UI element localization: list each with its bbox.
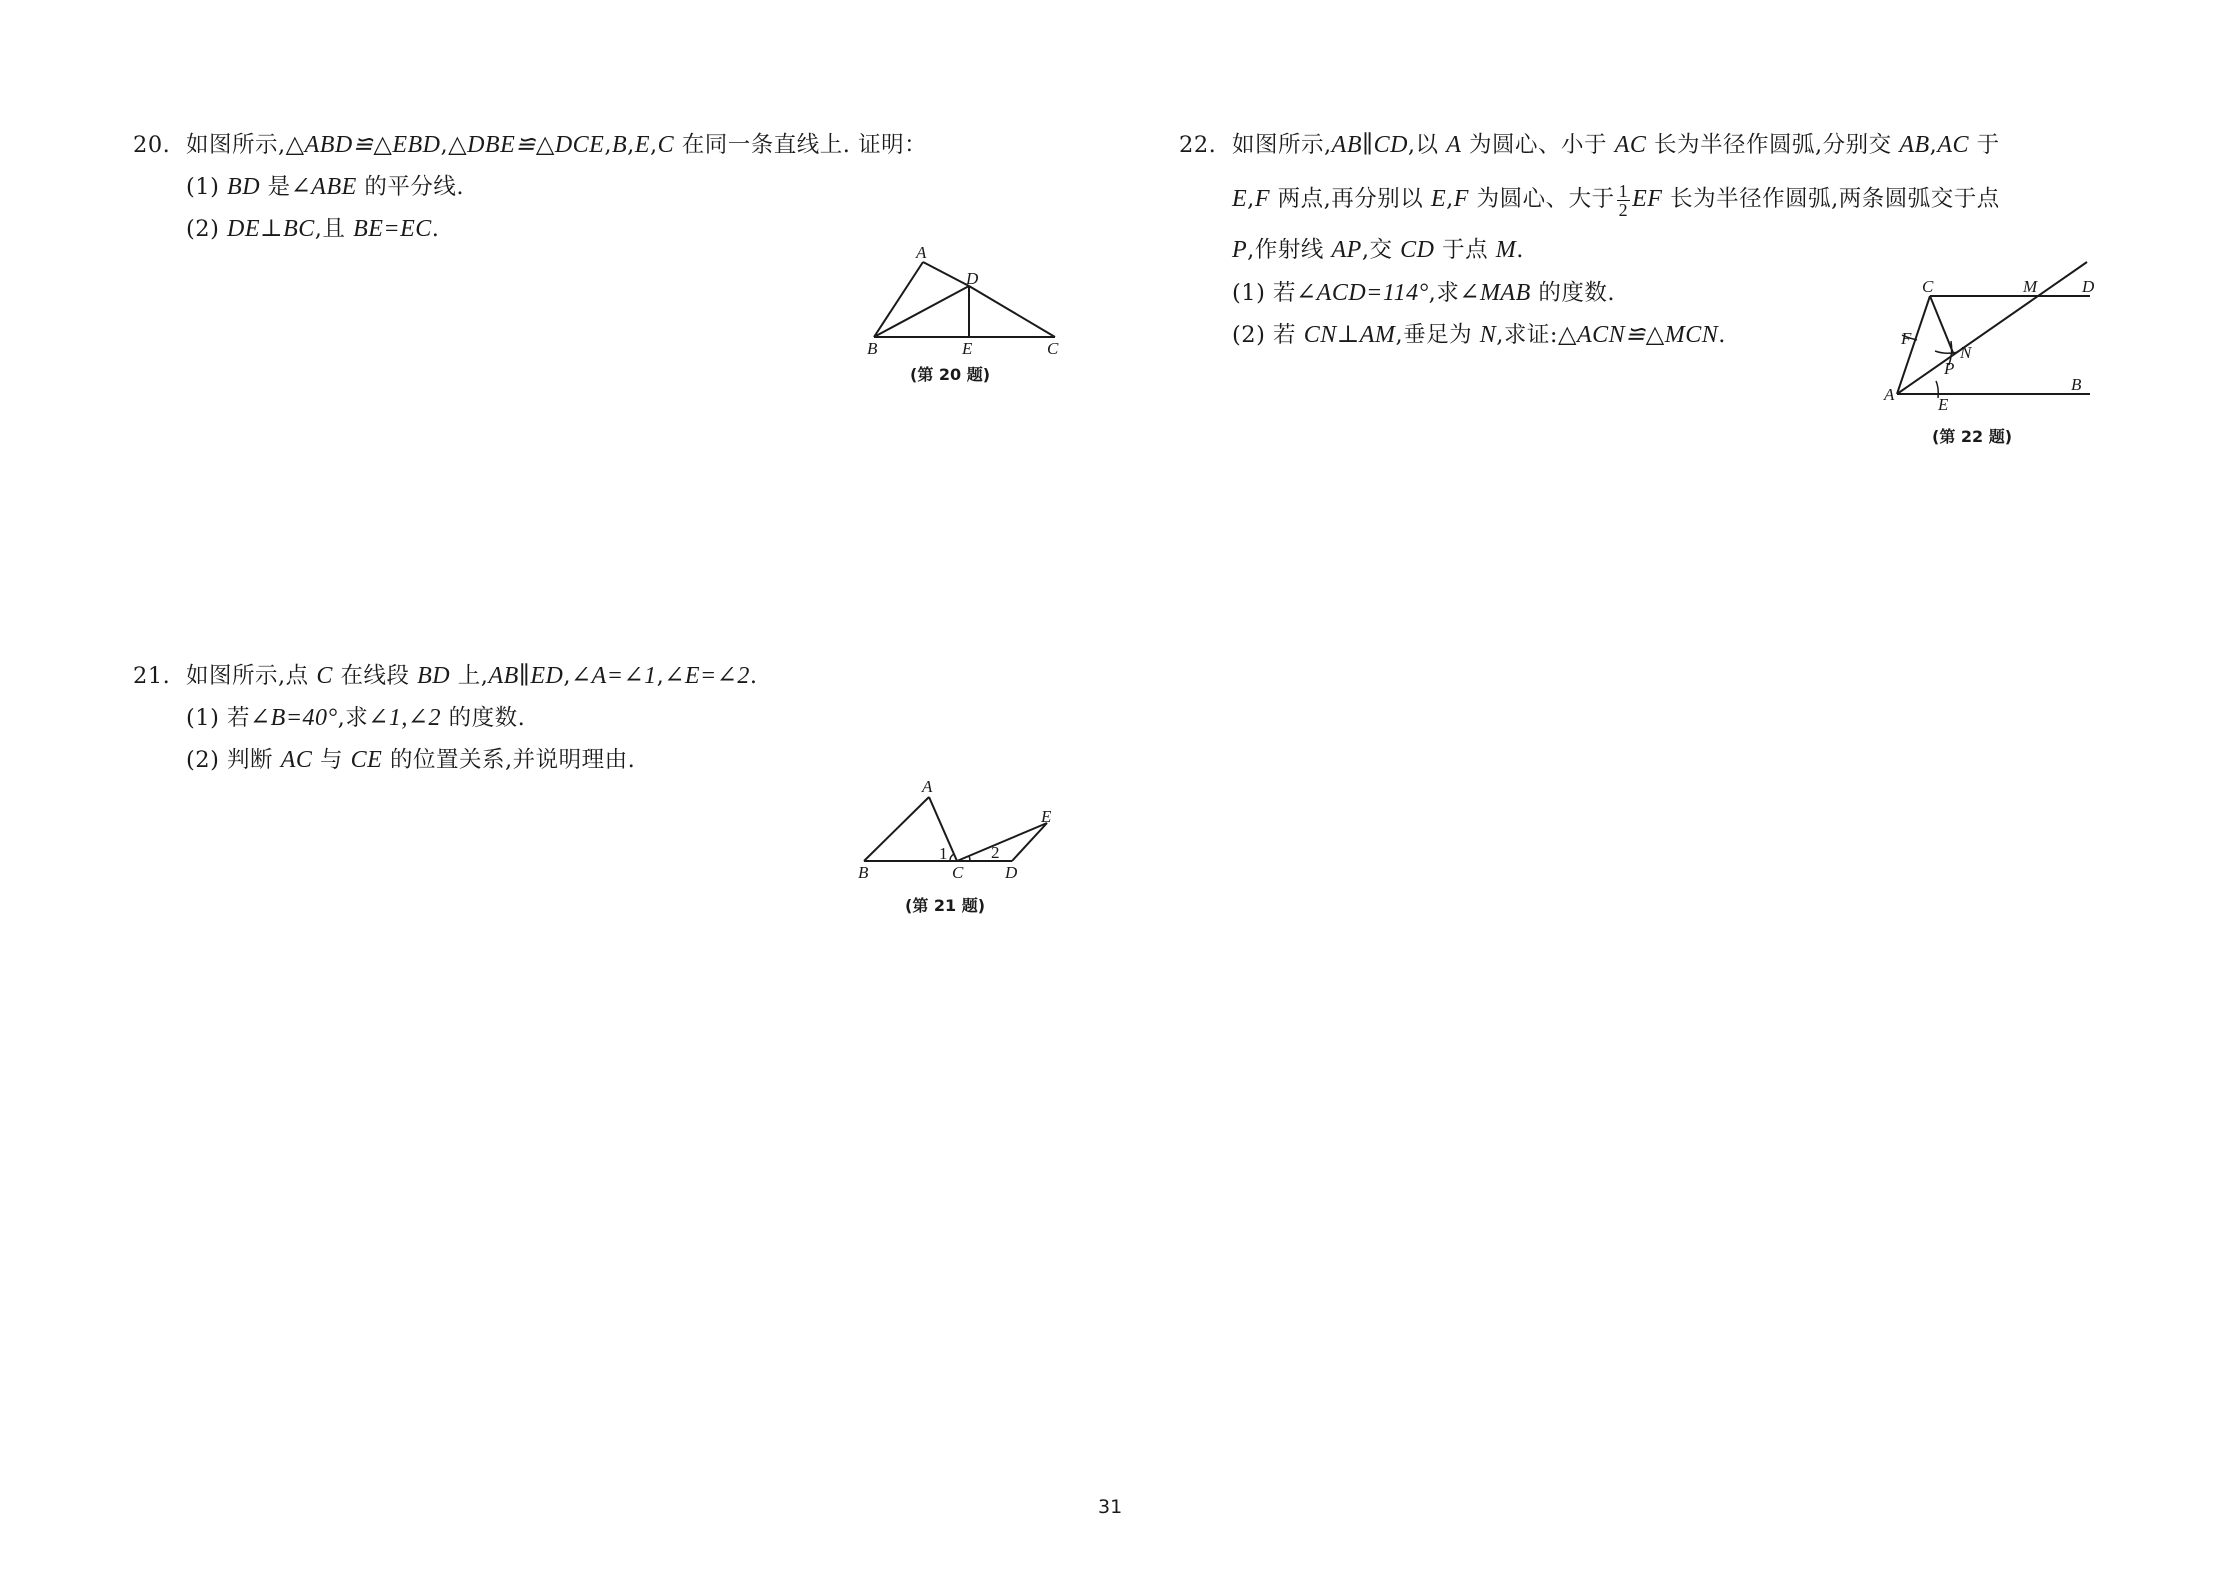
figure-20-label-d: D (966, 269, 979, 288)
figure-20-label-e: E (962, 339, 973, 358)
question-20-part-1: (1) BD 是∠ABE 的平分线. (186, 174, 465, 200)
figure-22-label-f: F (1901, 329, 1912, 348)
figure-22-label-e: E (1938, 395, 1949, 414)
figure-20-label-b: B (867, 339, 878, 358)
figure-20-label-a: A (916, 243, 927, 262)
figure-22-label-n: N (1960, 343, 1972, 362)
question-20 (133, 124, 927, 250)
question-number: 22. (1179, 132, 1217, 158)
fraction-one-half: $\frac{1}{2}$ (1618, 180, 1629, 220)
figure-21-label-e: E (1041, 807, 1052, 826)
question-22-stem-line-3: P,作射线 AP,交 CD 于点 M. (1232, 237, 1524, 263)
figure-22-label-b: B (2071, 375, 2082, 394)
question-21-stem: 21. 如图所示,点 C 在线段 BD 上,AB∥ED,∠A=∠1,∠E=∠2. (133, 655, 757, 697)
figure-21 (850, 775, 1070, 885)
page-number: 31 (1098, 1496, 1123, 1518)
figure-22-label-m: M (2023, 277, 2038, 296)
question-20-stem: 20. 如图所示,△ABD≌△EBD,△DBE≌△DCE,B,E,C 在同一条直线上. 证明： (133, 124, 927, 166)
figure-22-label-c: C (1922, 277, 1934, 296)
figure-20-caption: (第 20 题) (910, 365, 991, 384)
figure-22-label-a: A (1884, 385, 1895, 404)
figure-21-label-d: D (1005, 863, 1018, 882)
figure-22-label-p: P (1944, 359, 1955, 378)
question-21-part-1: (1) 若∠B=40°,求∠1,∠2 的度数. (186, 705, 526, 731)
figure-21-caption: (第 21 题) (905, 896, 986, 915)
figure-20-label-c: C (1047, 339, 1059, 358)
figure-21-angle-2: 2 (991, 843, 1000, 862)
question-22-part-2: (2) 若 CN⊥AM,垂足为 N,求证:△ACN≌△MCN. (1232, 322, 1726, 348)
figure-21-label-c: C (952, 863, 964, 882)
question-22-stem-line-1: 22. 如图所示,AB∥CD,以 A 为圆心、小于 AC 长为半径作圆弧,分别交 AB,AC 于 (1179, 124, 2000, 166)
question-number: 20. (133, 132, 171, 158)
figure-21-label-b: B (858, 863, 869, 882)
figure-22 (1865, 255, 2095, 415)
figure-20 (860, 240, 1080, 360)
question-number: 21. (133, 663, 171, 689)
figure-21-angle-1: 1 (939, 844, 948, 863)
question-22-stem-line-2: E,F 两点,再分别以 E,F 为圆心、大于 $\frac{1}{2}$ EF 长为半径作圆弧,两条圆弧交于点 (1232, 180, 2000, 220)
question-22-part-1: (1) 若∠ACD=114°,求∠MAB 的度数. (1232, 280, 1616, 306)
question-21 (133, 655, 757, 781)
figure-22-label-d: D (2082, 277, 2095, 296)
figure-21-label-a: A (922, 777, 933, 796)
question-20-part-2: (2) DE⊥BC,且 BE=EC. (186, 216, 440, 242)
figure-22-caption: (第 22 题) (1932, 427, 2013, 446)
question-21-part-2: (2) 判断 AC 与 CE 的位置关系,并说明理由. (186, 747, 636, 773)
